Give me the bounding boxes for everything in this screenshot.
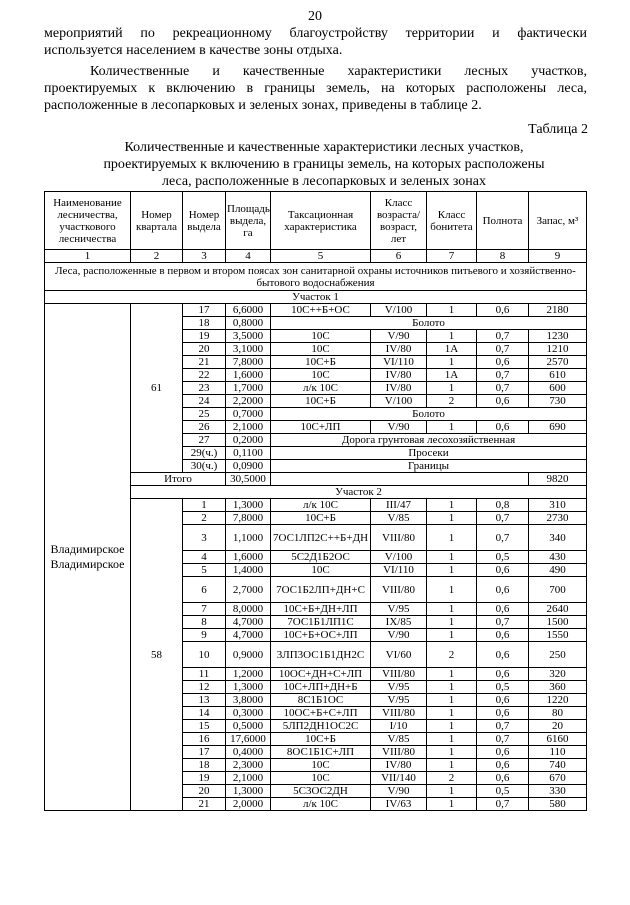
header-cell: Таксационная характеристика (271, 192, 371, 250)
area-cell: 3,8000 (226, 694, 271, 707)
note-cell: Болото (271, 317, 587, 330)
age-cell: V/90 (371, 629, 427, 642)
vydel-number: 14 (183, 707, 226, 720)
age-cell: VIII/80 (371, 668, 427, 681)
column-number: 3 (183, 250, 226, 263)
age-cell: V/90 (371, 421, 427, 434)
vydel-number: 5 (183, 564, 226, 577)
area-cell: 0,9000 (226, 642, 271, 668)
bonitet-cell: 1 (427, 577, 477, 603)
taxation-cell: 7ОС1ЛП2С++Б+ДН (271, 525, 371, 551)
area-cell: 0,2000 (226, 434, 271, 447)
caption-line-1: Количественные и качественные характеристики лесных участков, (124, 140, 524, 155)
density-cell: 0,6 (477, 642, 529, 668)
taxation-cell: 10С++Б+ОС (271, 304, 371, 317)
column-number: 6 (371, 250, 427, 263)
vydel-number: 10 (183, 642, 226, 668)
area-cell: 8,0000 (226, 603, 271, 616)
density-cell: 0,6 (477, 746, 529, 759)
header-cell: Площадь выдела, га (226, 192, 271, 250)
age-cell: IV/63 (371, 798, 427, 811)
table-caption (44, 139, 604, 190)
age-cell: VI/60 (371, 642, 427, 668)
caption-line-3: леса, расположенные в лесопарковых и зеленых зонах (161, 174, 486, 189)
age-cell: IV/80 (371, 759, 427, 772)
bonitet-cell: 1 (427, 356, 477, 369)
taxation-cell: 10С (271, 759, 371, 772)
area-cell: 1,3000 (226, 681, 271, 694)
bonitet-cell: 1А (427, 343, 477, 356)
total-empty (271, 473, 529, 486)
age-cell: IV/80 (371, 369, 427, 382)
para2-line-3: расположенные в лесопарковых и зеленых зонах, приведены в таблице 2. (44, 98, 482, 113)
vydel-number: 27 (183, 434, 226, 447)
area-cell: 4,7000 (226, 616, 271, 629)
density-cell: 0,6 (477, 668, 529, 681)
bonitet-cell: 1 (427, 382, 477, 395)
density-cell: 0,6 (477, 577, 529, 603)
density-cell: 0,7 (477, 382, 529, 395)
age-cell: VIII/80 (371, 577, 427, 603)
stock-cell: 610 (529, 369, 587, 382)
vydel-number: 17 (183, 746, 226, 759)
bonitet-cell: 1 (427, 603, 477, 616)
page-number: 20 (308, 9, 322, 24)
density-cell: 0,5 (477, 785, 529, 798)
bonitet-cell: 1 (427, 629, 477, 642)
vydel-number: 23 (183, 382, 226, 395)
vydel-number: 24 (183, 395, 226, 408)
density-cell: 0,6 (477, 603, 529, 616)
vydel-number: 21 (183, 798, 226, 811)
density-cell: 0,6 (477, 304, 529, 317)
density-cell: 0,7 (477, 798, 529, 811)
age-cell: V/85 (371, 512, 427, 525)
taxation-cell: 7ОС1Б1ЛП1С (271, 616, 371, 629)
column-number: 8 (477, 250, 529, 263)
intro-paragraph (44, 25, 587, 59)
density-cell: 0,6 (477, 564, 529, 577)
area-cell: 0,4000 (226, 746, 271, 759)
age-cell: V/85 (371, 733, 427, 746)
subsection-row (45, 291, 587, 304)
note-cell: Дорога грунтовая лесохозяйственная (271, 434, 587, 447)
taxation-cell: 10ОС+Б+С+ЛП (271, 707, 371, 720)
age-cell: VIII/80 (371, 707, 427, 720)
bonitet-cell: 2 (427, 395, 477, 408)
bonitet-cell: 1 (427, 616, 477, 629)
age-cell: III/47 (371, 499, 427, 512)
age-cell: V/95 (371, 681, 427, 694)
bonitet-cell: 1 (427, 733, 477, 746)
bonitet-cell: 1 (427, 304, 477, 317)
area-cell: 0,1100 (226, 447, 271, 460)
header-cell: Класс возраста/ возраст, лет (371, 192, 427, 250)
age-cell: V/90 (371, 785, 427, 798)
area-cell: 1,4000 (226, 564, 271, 577)
vydel-number: 9 (183, 629, 226, 642)
density-cell: 0,7 (477, 512, 529, 525)
age-cell: I/10 (371, 720, 427, 733)
stock-cell: 690 (529, 421, 587, 434)
age-cell: V/95 (371, 603, 427, 616)
vydel-number: 11 (183, 668, 226, 681)
vydel-number: 4 (183, 551, 226, 564)
age-cell: V/100 (371, 395, 427, 408)
stock-cell: 430 (529, 551, 587, 564)
column-number: 4 (226, 250, 271, 263)
density-cell: 0,7 (477, 720, 529, 733)
density-cell: 0,8 (477, 499, 529, 512)
area-cell: 4,7000 (226, 629, 271, 642)
taxation-cell: 10С (271, 330, 371, 343)
stock-cell: 670 (529, 772, 587, 785)
bonitet-cell: 1 (427, 785, 477, 798)
header-cell: Запас, м³ (529, 192, 587, 250)
stock-cell: 360 (529, 681, 587, 694)
section-row (45, 263, 587, 291)
area-cell: 1,1000 (226, 525, 271, 551)
area-cell: 0,5000 (226, 720, 271, 733)
table-body (45, 263, 587, 811)
taxation-cell: л/к 10С (271, 798, 371, 811)
stock-cell: 310 (529, 499, 587, 512)
total-stock: 9820 (529, 473, 587, 486)
density-cell: 0,6 (477, 772, 529, 785)
vydel-number: 18 (183, 759, 226, 772)
header-cell: Номер выдела (183, 192, 226, 250)
age-cell: IV/80 (371, 382, 427, 395)
vydel-number: 12 (183, 681, 226, 694)
area-cell: 1,3000 (226, 785, 271, 798)
area-cell: 2,7000 (226, 577, 271, 603)
stock-cell: 110 (529, 746, 587, 759)
area-cell: 7,8000 (226, 512, 271, 525)
vydel-number: 3 (183, 525, 226, 551)
bonitet-cell: 1 (427, 707, 477, 720)
age-cell: IV/80 (371, 343, 427, 356)
uchastok1-title: Участок 1 (45, 291, 587, 304)
stock-cell: 730 (529, 395, 587, 408)
stock-cell: 700 (529, 577, 587, 603)
stock-cell: 1550 (529, 629, 587, 642)
column-number: 5 (271, 250, 371, 263)
quarter-number: 61 (131, 304, 183, 473)
total-label: Итого (131, 473, 226, 486)
column-number: 1 (45, 250, 131, 263)
density-cell: 0,5 (477, 681, 529, 694)
column-number: 7 (427, 250, 477, 263)
taxation-cell: 10С+Б (271, 733, 371, 746)
taxation-cell: 7ОС1Б2ЛП+ДН+С (271, 577, 371, 603)
area-cell: 1,3000 (226, 499, 271, 512)
column-number-row (45, 250, 587, 263)
age-cell: V/95 (371, 694, 427, 707)
column-number: 2 (131, 250, 183, 263)
stock-cell: 6160 (529, 733, 587, 746)
age-cell: VIII/80 (371, 746, 427, 759)
age-cell: VI/110 (371, 356, 427, 369)
vydel-number: 16 (183, 733, 226, 746)
vydel-number: 22 (183, 369, 226, 382)
caption-line-2: проектируемых к включению в границы земель, на которых расположены (103, 157, 545, 172)
bonitet-cell: 1 (427, 551, 477, 564)
density-cell: 0,7 (477, 330, 529, 343)
density-cell: 0,6 (477, 356, 529, 369)
taxation-cell: 5ЛП2ДН1ОС2С (271, 720, 371, 733)
vydel-number: 17 (183, 304, 226, 317)
taxation-cell: 10С+Б (271, 512, 371, 525)
age-cell: V/90 (371, 330, 427, 343)
taxation-cell: 3ЛП3ОС1Б1ДН2С (271, 642, 371, 668)
bonitet-cell: 1А (427, 369, 477, 382)
density-cell: 0,6 (477, 759, 529, 772)
area-cell: 0,0900 (226, 460, 271, 473)
area-cell: 0,7000 (226, 408, 271, 421)
bonitet-cell: 1 (427, 746, 477, 759)
header-cell: Номер квартала (131, 192, 183, 250)
density-cell: 0,6 (477, 707, 529, 720)
stock-cell: 600 (529, 382, 587, 395)
bonitet-cell: 1 (427, 512, 477, 525)
taxation-cell: 10С+Б (271, 395, 371, 408)
bonitet-cell: 1 (427, 564, 477, 577)
stock-cell: 740 (529, 759, 587, 772)
age-cell: VIII/80 (371, 525, 427, 551)
header-cell: Полнота (477, 192, 529, 250)
bonitet-cell: 1 (427, 759, 477, 772)
bonitet-cell: 1 (427, 681, 477, 694)
area-cell: 1,7000 (226, 382, 271, 395)
vydel-number: 26 (183, 421, 226, 434)
taxation-cell: 10С+ЛП+ДН+Б (271, 681, 371, 694)
vydel-number: 20 (183, 343, 226, 356)
age-cell: VI/110 (371, 564, 427, 577)
header-cell: Наименование лесничества, участкового лесничества (45, 192, 131, 250)
age-cell: V/100 (371, 551, 427, 564)
intro-line-2: используется населением в качестве зоны отдыха. (44, 43, 343, 58)
taxation-cell: л/к 10С (271, 382, 371, 395)
density-cell: 0,7 (477, 733, 529, 746)
para2-line-1: Количественные и качественные характеристики лесных участков, (90, 64, 587, 79)
vydel-number: 29(ч.) (183, 447, 226, 460)
vydel-number: 13 (183, 694, 226, 707)
note-cell: Границы (271, 460, 587, 473)
vydel-number: 18 (183, 317, 226, 330)
note-cell: Просеки (271, 447, 587, 460)
stock-cell: 330 (529, 785, 587, 798)
vydel-number: 20 (183, 785, 226, 798)
taxation-cell: 10С (271, 564, 371, 577)
vydel-number: 25 (183, 408, 226, 421)
area-cell: 1,2000 (226, 668, 271, 681)
area-cell: 0,8000 (226, 317, 271, 330)
forest-table (44, 191, 587, 811)
stock-cell: 80 (529, 707, 587, 720)
stock-cell: 320 (529, 668, 587, 681)
total-area: 30,5000 (226, 473, 271, 486)
vydel-number: 15 (183, 720, 226, 733)
age-cell: IX/85 (371, 616, 427, 629)
bonitet-cell: 1 (427, 668, 477, 681)
stock-cell: 340 (529, 525, 587, 551)
area-cell: 17,6000 (226, 733, 271, 746)
taxation-cell: 10ОС+ДН+С+ЛП (271, 668, 371, 681)
density-cell: 0,5 (477, 551, 529, 564)
taxation-cell: л/к 10С (271, 499, 371, 512)
taxation-cell: 5С2Д1Б2ОС (271, 551, 371, 564)
area-cell: 1,6000 (226, 369, 271, 382)
para2-line-2: проектируемых к включению в границы земель, на которых расположены леса, (44, 81, 587, 96)
vydel-number: 8 (183, 616, 226, 629)
taxation-cell: 10С (271, 369, 371, 382)
stock-cell: 2640 (529, 603, 587, 616)
area-cell: 0,3000 (226, 707, 271, 720)
age-cell: VII/140 (371, 772, 427, 785)
area-cell: 2,3000 (226, 759, 271, 772)
quarter-number: 58 (131, 499, 183, 811)
taxation-cell: 10С+ЛП (271, 421, 371, 434)
stock-cell: 580 (529, 798, 587, 811)
bonitet-cell: 2 (427, 642, 477, 668)
bonitet-cell: 2 (427, 772, 477, 785)
density-cell: 0,7 (477, 616, 529, 629)
bonitet-cell: 1 (427, 499, 477, 512)
taxation-cell: 10С (271, 772, 371, 785)
description-paragraph (44, 63, 587, 114)
area-cell: 1,6000 (226, 551, 271, 564)
vydel-number: 1 (183, 499, 226, 512)
stock-cell: 2570 (529, 356, 587, 369)
header-row (45, 192, 587, 250)
taxation-cell: 10С+Б+ОС+ЛП (271, 629, 371, 642)
table-label: Таблица 2 (528, 122, 588, 137)
density-cell: 0,6 (477, 395, 529, 408)
column-number: 9 (529, 250, 587, 263)
taxation-cell: 10С+Б (271, 356, 371, 369)
density-cell: 0,7 (477, 525, 529, 551)
vydel-number: 7 (183, 603, 226, 616)
vydel-number: 30(ч.) (183, 460, 226, 473)
density-cell: 0,7 (477, 343, 529, 356)
bonitet-cell: 1 (427, 694, 477, 707)
area-cell: 2,0000 (226, 798, 271, 811)
area-cell: 6,6000 (226, 304, 271, 317)
table-row (45, 304, 587, 317)
bonitet-cell: 1 (427, 421, 477, 434)
taxation-cell: 8С1Б1ОС (271, 694, 371, 707)
bonitet-cell: 1 (427, 720, 477, 733)
density-cell: 0,6 (477, 629, 529, 642)
bonitet-cell: 1 (427, 798, 477, 811)
area-cell: 2,2000 (226, 395, 271, 408)
area-cell: 3,1000 (226, 343, 271, 356)
taxation-cell: 10С (271, 343, 371, 356)
stock-cell: 2180 (529, 304, 587, 317)
vydel-number: 21 (183, 356, 226, 369)
area-cell: 3,5000 (226, 330, 271, 343)
bonitet-cell: 1 (427, 525, 477, 551)
taxation-cell: 8ОС1Б1С+ЛП (271, 746, 371, 759)
stock-cell: 1220 (529, 694, 587, 707)
stock-cell: 250 (529, 642, 587, 668)
stock-cell: 2730 (529, 512, 587, 525)
taxation-cell: 5С3ОС2ДН (271, 785, 371, 798)
stock-cell: 490 (529, 564, 587, 577)
vydel-number: 19 (183, 772, 226, 785)
vydel-number: 6 (183, 577, 226, 603)
vydel-number: 2 (183, 512, 226, 525)
stock-cell: 20 (529, 720, 587, 733)
taxation-cell: 10С+Б+ДН+ЛП (271, 603, 371, 616)
forestry-name: Владимирское Владимирское (45, 304, 131, 811)
note-cell: Болото (271, 408, 587, 421)
area-cell: 2,1000 (226, 772, 271, 785)
header-cell: Класс бонитета (427, 192, 477, 250)
density-cell: 0,7 (477, 369, 529, 382)
stock-cell: 1210 (529, 343, 587, 356)
section-title: Леса, расположенные в первом и втором поясах зон санитарной охраны источников питьевого и хозяйственно-бытового водоснабжения (45, 263, 587, 291)
stock-cell: 1500 (529, 616, 587, 629)
stock-cell: 1230 (529, 330, 587, 343)
density-cell: 0,6 (477, 421, 529, 434)
age-cell: V/100 (371, 304, 427, 317)
area-cell: 2,1000 (226, 421, 271, 434)
density-cell: 0,6 (477, 694, 529, 707)
bonitet-cell: 1 (427, 330, 477, 343)
vydel-number: 19 (183, 330, 226, 343)
intro-line-1: мероприятий по рекреационному благоустройству территории и фактически (44, 26, 587, 41)
area-cell: 7,8000 (226, 356, 271, 369)
uchastok2-title: Участок 2 (131, 486, 587, 499)
